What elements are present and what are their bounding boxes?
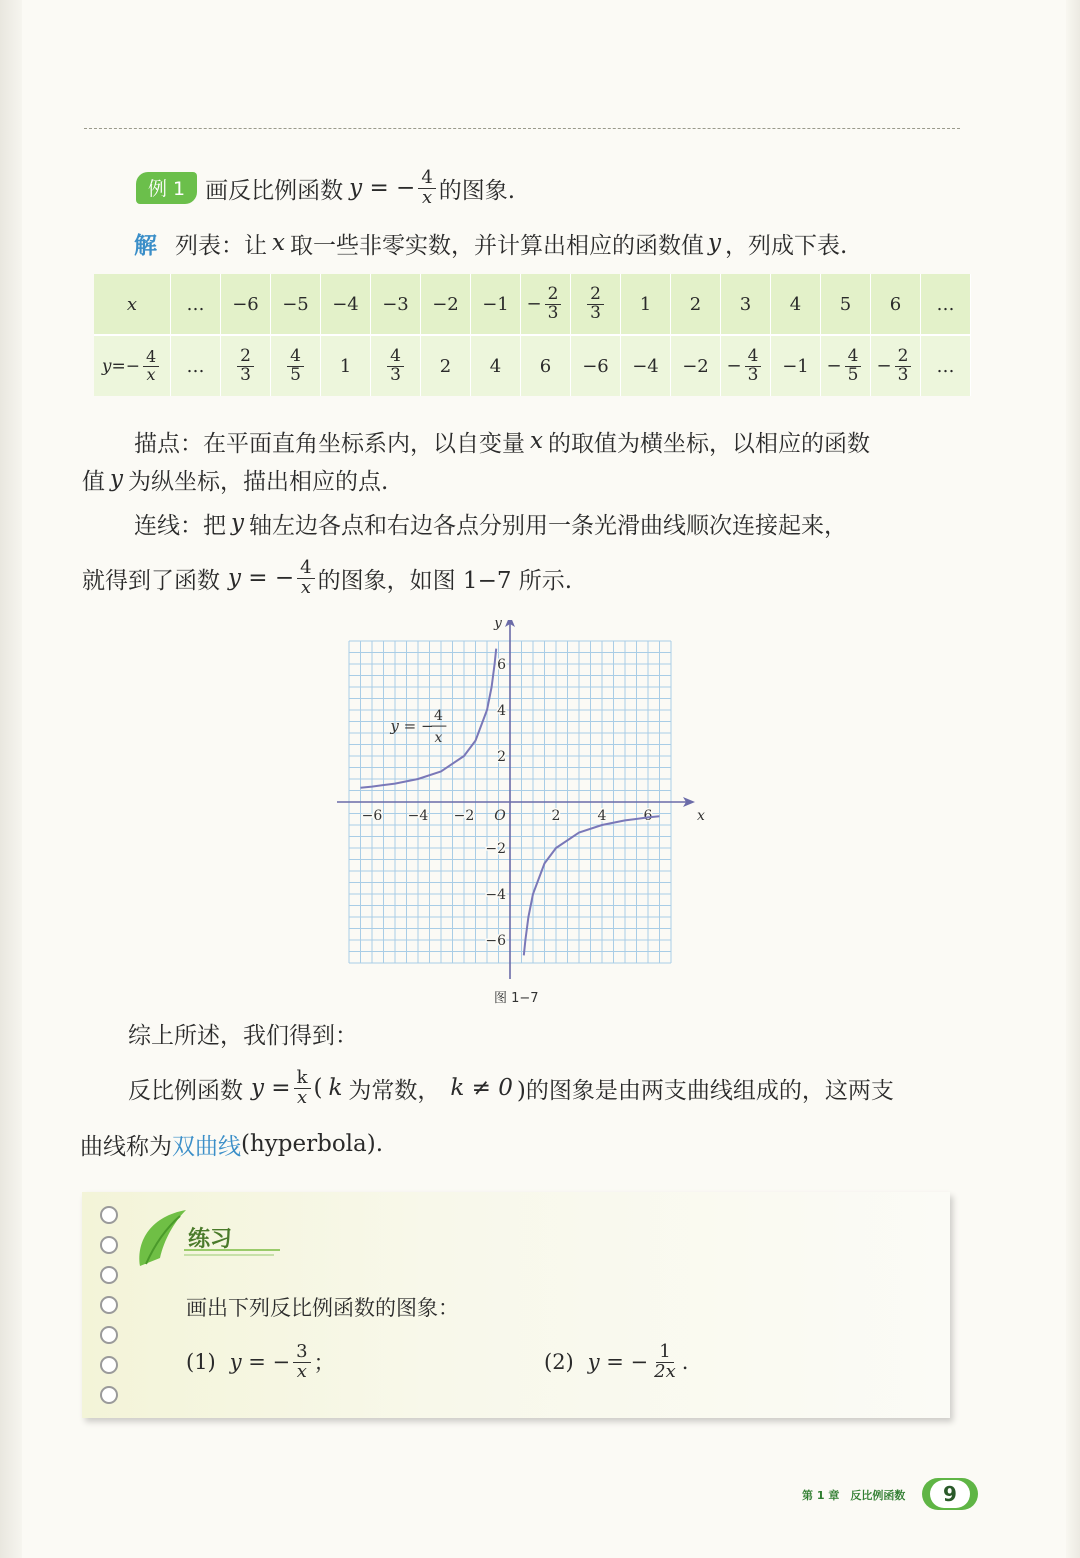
table-x-cell: 1	[621, 274, 671, 335]
table-y-cell: 4	[471, 335, 521, 396]
practice-q2-num: 1	[656, 1343, 673, 1363]
table-y-cell	[371, 335, 421, 396]
table-y-cell: −4	[621, 335, 671, 396]
summary-den: x	[296, 1086, 308, 1108]
summary-lhs: y =	[251, 1075, 291, 1101]
cell-fraction-num: 2	[237, 348, 254, 367]
table-row-y	[94, 335, 971, 396]
practice-q1-lhs: y = −	[229, 1350, 291, 1374]
footer-chapter: 第 1 章 反比例函数	[802, 1489, 906, 1502]
chart-axes	[337, 620, 695, 979]
table-y-cell: 6	[521, 335, 571, 396]
table-y-cell: …	[921, 335, 971, 396]
binder-ring-icon	[100, 1266, 118, 1284]
practice-q2-lhs: y = −	[587, 1350, 649, 1374]
connect-step-lhs: y = −	[228, 565, 295, 591]
x-tick-label: −6	[361, 808, 383, 824]
table-x-cell: −1	[471, 274, 521, 335]
example-fraction	[418, 166, 435, 208]
summary-intro: 综上所述，我们得到：	[128, 1022, 358, 1049]
fraction-sign: −	[726, 355, 742, 376]
summary-l2a: 曲线称为	[80, 1133, 172, 1160]
connect-step-var-y: y	[231, 510, 244, 536]
cell-fraction-num: 4	[387, 348, 404, 367]
solution-text1: 列表：让	[175, 232, 267, 259]
table-x-cell: −3	[371, 274, 421, 335]
table-y-cell	[871, 335, 921, 396]
table-y-cell	[271, 335, 321, 396]
cell-fraction-num: 4	[745, 348, 762, 367]
summary-term: 双曲线	[172, 1133, 241, 1160]
practice-q1-frac	[293, 1340, 310, 1382]
cell-fraction-num: 4	[845, 348, 862, 367]
solution-label: 解	[134, 232, 157, 259]
cell-fraction-den: 5	[290, 364, 301, 385]
table-row-x	[94, 274, 971, 335]
plot-step-line1	[134, 424, 870, 458]
connect-step-l2b: 的图象，如图 1−7 所示.	[317, 567, 573, 594]
summary-l1a: 反比例函数	[128, 1077, 243, 1104]
solution-text3: ，列成下表.	[724, 232, 848, 259]
cell-fraction-den: 3	[240, 364, 251, 385]
summary-l1d: )的图象是由两支曲线组成的，这两支	[516, 1077, 894, 1104]
binder-ring-icon	[100, 1296, 118, 1314]
cell-fraction	[287, 345, 304, 385]
cell-fraction-num: 2	[895, 348, 912, 367]
table-x-cell: −5	[271, 274, 321, 335]
table-y-cell: −1	[771, 335, 821, 396]
plot-step-l2a: 值	[82, 468, 105, 495]
y-tick-label: −6	[485, 933, 506, 949]
y-tick-label: 6	[497, 657, 506, 673]
table-x-cell: −6	[221, 274, 271, 335]
table-y-cell: −6	[571, 335, 621, 396]
connect-step-l1a: 连线：把	[134, 512, 226, 539]
table-header-y-den: x	[146, 364, 156, 384]
y-tick-label: 2	[497, 749, 506, 765]
table-x-cell: −2	[421, 274, 471, 335]
cell-fraction	[545, 283, 562, 323]
table-header-y-lhs: y=−	[101, 356, 140, 376]
solution-var-x: x	[272, 230, 285, 256]
connect-step-line1	[134, 506, 847, 540]
plot-step-var-y: y	[110, 466, 123, 492]
table-y-cell	[221, 335, 271, 396]
fraction-sign: −	[526, 293, 542, 314]
x-tick-label: −2	[453, 808, 475, 824]
example-fraction-den: x	[421, 186, 433, 208]
cell-fraction	[745, 345, 762, 385]
connect-step-num: 4	[297, 559, 314, 579]
plot-step-line2	[82, 462, 388, 496]
connect-step-frac	[297, 556, 314, 598]
table-x-cell: …	[171, 274, 221, 335]
curve-label-lhs: y = −	[390, 717, 434, 736]
curve-label-num: 4	[433, 708, 443, 725]
y-tick-label: −2	[485, 841, 506, 857]
table-y-cell: 2	[421, 335, 471, 396]
x-tick-label: 6	[643, 808, 653, 824]
summary-condition: k ≠ 0	[450, 1075, 513, 1101]
practice-q2-label: (2)	[544, 1350, 574, 1374]
summary-num: k	[294, 1069, 311, 1089]
page-edge-right	[1066, 0, 1080, 1558]
table-header-y	[94, 335, 171, 396]
table-x-cell	[571, 274, 621, 335]
example-badge: 例 1	[136, 172, 197, 204]
example-fraction-num: 4	[418, 169, 435, 189]
table-header-y-num: 4	[143, 349, 159, 367]
table-x-cell	[521, 274, 571, 335]
example-func-lhs: y = −	[349, 175, 416, 201]
table-header-x: x	[94, 274, 171, 335]
solution-text2: 取一些非零实数，并计算出相应的函数值	[289, 232, 704, 259]
x-tick-label: 2	[551, 808, 561, 824]
plot-step-l2b: 为纵坐标，描出相应的点.	[128, 468, 389, 495]
cell-fraction	[237, 345, 254, 385]
top-rule	[84, 128, 960, 129]
x-tick-label: −4	[407, 808, 429, 824]
cell-fraction-den: 3	[747, 364, 759, 385]
origin-label: O	[494, 808, 506, 824]
practice-rings	[100, 1206, 118, 1404]
connect-step-line2	[82, 550, 572, 606]
practice-question-2	[544, 1334, 688, 1390]
table-y-cell	[721, 335, 771, 396]
example-suffix: 的图象.	[438, 177, 516, 204]
table-y-cell: −2	[671, 335, 721, 396]
page-number-badge	[922, 1478, 978, 1510]
table-x-cell: 3	[721, 274, 771, 335]
page-edge-left	[0, 0, 22, 1558]
binder-ring-icon	[100, 1356, 118, 1374]
summary-l1c: 为常数，	[348, 1077, 441, 1104]
cell-fraction	[895, 345, 912, 385]
binder-ring-icon	[100, 1326, 118, 1344]
practice-q1-end: ；	[313, 1351, 335, 1375]
summary-frac	[294, 1066, 311, 1108]
connect-step-den: x	[300, 576, 311, 598]
table-header-y-frac	[143, 346, 159, 384]
binder-ring-icon	[100, 1386, 118, 1404]
fraction-sign: −	[826, 355, 842, 376]
x-tick-label: 4	[597, 808, 607, 824]
practice-q1-num: 3	[293, 1343, 310, 1363]
practice-q2-den: 2x	[654, 1360, 676, 1382]
plot-step-l1b: 的取值为横坐标，以相应的函数	[547, 430, 870, 457]
hyperbola-chart	[330, 620, 710, 980]
solution-var-y: y	[707, 230, 721, 256]
x-axis-label: x	[697, 808, 705, 824]
y-tick-label: 4	[497, 703, 506, 719]
practice-q2-end: .	[681, 1350, 689, 1374]
values-table	[94, 274, 971, 396]
table-x-cell: …	[921, 274, 971, 335]
page-number: 9	[930, 1480, 970, 1508]
cell-fraction	[387, 345, 404, 385]
example-prefix: 画反比例函数	[205, 177, 344, 204]
table-y-cell: …	[171, 335, 221, 396]
figure-caption: 图 1−7	[494, 991, 539, 1006]
cell-fraction-den: 3	[390, 364, 401, 385]
table-x-cell: 5	[821, 274, 871, 335]
binder-ring-icon	[100, 1236, 118, 1254]
table-y-cell	[821, 335, 871, 396]
solution-line	[134, 226, 847, 260]
plot-step-l1a: 描点：在平面直角坐标系内，以自变量	[134, 430, 525, 457]
summary-k: k	[328, 1075, 343, 1101]
table-y-cell: 1	[321, 335, 371, 396]
curve-label-den: x	[434, 730, 443, 747]
y-axis-label: y	[494, 620, 502, 631]
plot-step-var-x: x	[530, 428, 543, 454]
table-x-cell: 2	[671, 274, 721, 335]
binder-ring-icon	[100, 1206, 118, 1224]
cell-fraction-num: 2	[545, 286, 562, 305]
practice-prompt: 画出下列反比例函数的图象：	[186, 1296, 459, 1320]
fraction-sign: −	[876, 355, 892, 376]
summary-l2b: (hyperbola).	[241, 1131, 384, 1157]
cell-fraction	[845, 345, 862, 385]
practice-question-1	[186, 1334, 335, 1390]
practice-q1-label: (1)	[186, 1350, 216, 1374]
cell-fraction-num: 4	[287, 348, 304, 367]
table-x-cell: 6	[871, 274, 921, 335]
practice-q1-den: x	[296, 1360, 307, 1382]
connect-step-l2a: 就得到了函数	[82, 567, 220, 594]
summary-l1b: (	[313, 1075, 323, 1101]
summary-line2	[80, 1126, 383, 1162]
summary-line1	[128, 1060, 894, 1116]
cell-fraction	[587, 283, 604, 323]
cell-fraction-num: 2	[587, 286, 604, 305]
cell-fraction-den: 5	[847, 364, 859, 385]
table-x-cell: −4	[321, 274, 371, 335]
connect-step-l1b: 轴左边各点和右边各点分别用一条光滑曲线顺次连接起来，	[249, 512, 847, 539]
practice-q2-frac	[651, 1340, 679, 1382]
example-heading	[136, 160, 515, 216]
table-x-cell: 4	[771, 274, 821, 335]
cell-fraction-den: 3	[547, 302, 559, 323]
cell-fraction-den: 3	[897, 364, 909, 385]
y-tick-label: −4	[485, 887, 506, 903]
practice-title: 练习	[188, 1227, 233, 1252]
cell-fraction-den: 3	[590, 302, 601, 323]
